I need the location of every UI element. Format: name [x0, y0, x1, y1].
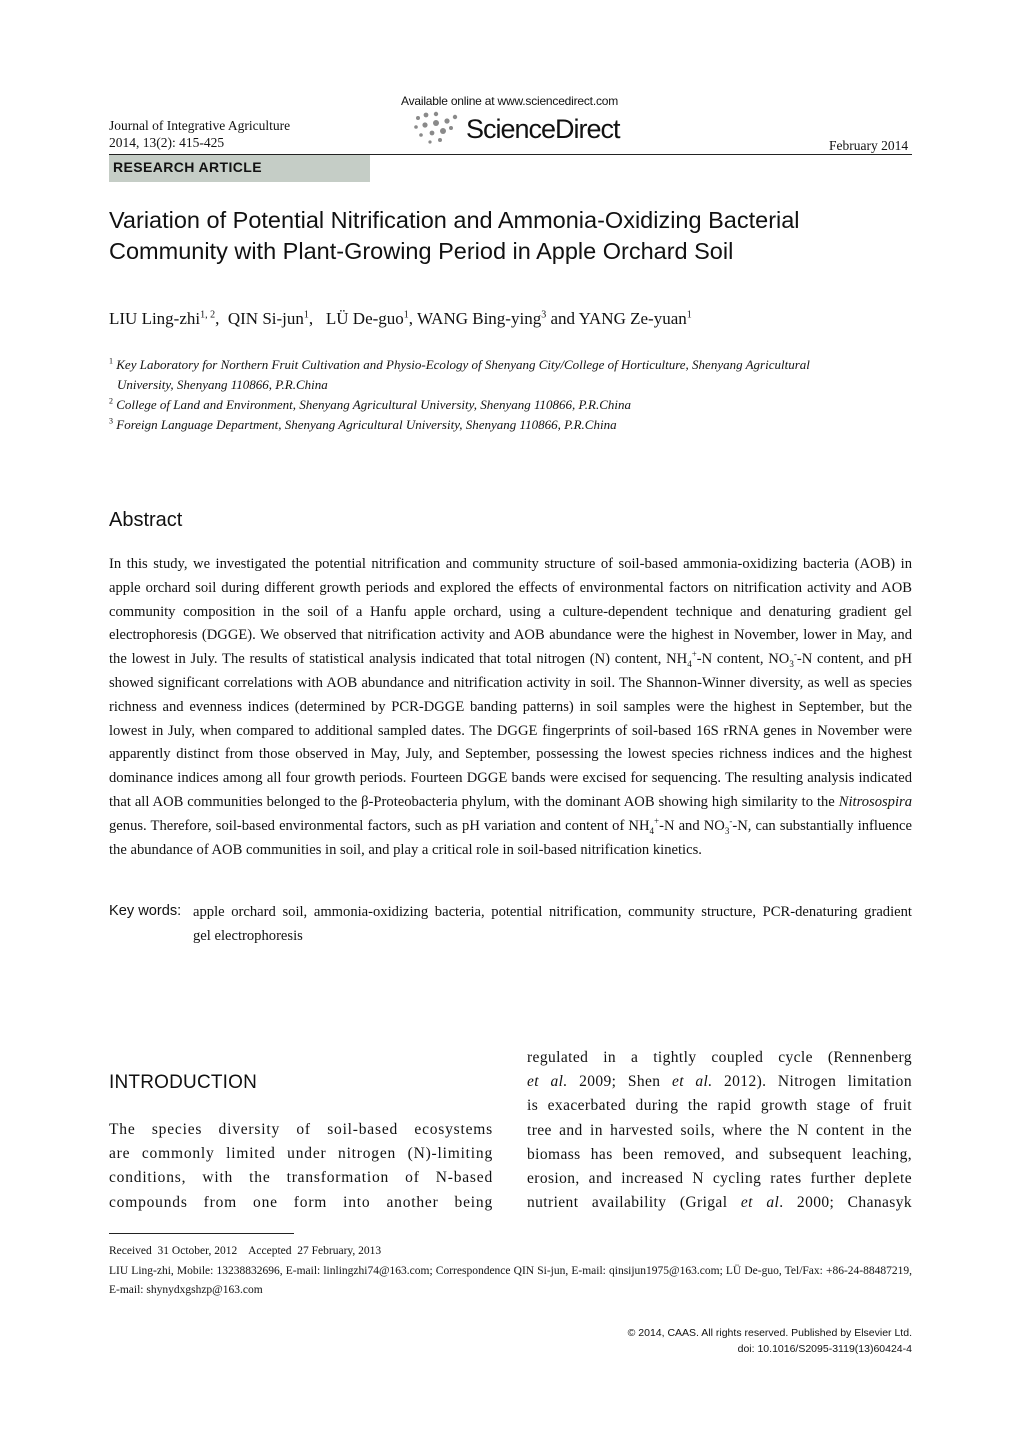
- body-line: [527, 1070, 912, 1094]
- citation-text: . 2000; Chanasyk: [779, 1194, 912, 1212]
- keywords-line: gel electrophoresis: [193, 928, 303, 944]
- citation-etal: et al: [740, 1194, 780, 1212]
- body-line: [527, 1191, 912, 1215]
- body-line: conditions, with the transformation of N-based: [109, 1169, 493, 1187]
- body-line: biomass has been removed, and subsequent leaching,: [527, 1145, 912, 1163]
- subscript: 4: [687, 659, 692, 670]
- affiliation-text: Foreign Language Department, Shenyang Agricultural University, Shenyang 110866, P.R.China: [116, 417, 617, 432]
- affiliation-3: [109, 415, 919, 435]
- author-name: QIN Si-jun: [227, 309, 304, 328]
- publication-date: February 2014: [829, 138, 909, 153]
- affiliation-number: 2: [109, 396, 113, 406]
- body-line: The species diversity of soil-based ecosystems: [109, 1121, 493, 1138]
- keywords-text: [193, 900, 912, 948]
- superscript: +: [654, 815, 660, 826]
- author-separator: ,: [308, 309, 326, 328]
- superscript: +: [691, 649, 697, 660]
- author-name: LIU Ling-zhi: [109, 309, 201, 328]
- article-type-label: RESEARCH ARTICLE: [113, 159, 262, 175]
- affiliation-text: College of Land and Environment, Shenyang Agricultural University, Shenyang 110866, P.R.China: [116, 397, 632, 412]
- citation-text: 2012). Nitrogen limitation: [712, 1073, 912, 1091]
- subscript: 3: [724, 825, 730, 836]
- abstract-text: genus. Therefore, soil-based environmental factors, such as pH variation and content of NH: [109, 817, 650, 834]
- author-list: [109, 307, 929, 331]
- received-accepted-dates: Received 31 October, 2012 Accepted 27 February, 2013: [109, 1245, 382, 1257]
- author-affiliation-mark: 1: [303, 309, 309, 321]
- journal-volume: 2014, 13(2): 415-425: [109, 135, 225, 150]
- author-separator: ,: [408, 309, 417, 328]
- affiliation-2: [109, 395, 919, 415]
- footnote-divider: [109, 1233, 294, 1234]
- keywords-label: Key words:: [109, 903, 182, 919]
- abstract-text: -N content, and pH showed significant correlations with AOB abundance and nitrification activity in soil. The Shannon-Winner diversity, as well as species richness and evenness indices (determined by PCR-DGGE banding patterns) in soil samples were the highest in September, but the lowest in July, when compared to additional sampled dates. The DGGE fingerprints of soil-based 16S rRNA genes in November were apparently distinct from those observed in May, July, and September, possessing the lowest species richness indices and the highest dominance indices among all four growth periods. Fourteen DGGE bands were excised for sequencing. The resulting analysis indicated that all AOB communities belonged to the β-Proteobacteria phylum, with the dominant AOB showing high similarity to the: [109, 651, 912, 810]
- body-line: compounds from one form into another being: [109, 1193, 493, 1211]
- author-contacts: LIU Ling-zhi, Mobile: 13238832696, E-mail: linlingzhi74@163.com; Correspondence QIN Si-jun, E-mail: qinsijun1975@163.com; LÜ De-guo, Tel/Fax: +86-24-88487219, E-mail: shynydxgshzp@163.com: [109, 1265, 912, 1296]
- abstract-text: In this study, we investigated the potential nitrification and community structure of soil-based ammonia-oxidizing bacteria (AOB) in apple orchard soil during different growth periods and explored the effects of environmental factors on nitrification activity and AOB community composition in the soil of a Hanfu apple orchard, using a culture-dependent technique and denaturing gradient gel electrophoresis (DGGE). We observed that nitrification activity and AOB abundance were the highest in November, lower in May, and the lowest in July. The results of statistical analysis indicated that total nitrogen (N) content, NH: [109, 556, 912, 668]
- keywords-line: apple orchard soil, ammonia-oxidizing bacteria, potential nitrification, community structure, PCR-denaturing gradient: [193, 904, 912, 920]
- introduction-right-column: [527, 1046, 912, 1215]
- abstract-heading: Abstract: [109, 509, 183, 531]
- citation-text: 2009; Shen: [567, 1073, 672, 1091]
- article-title: Variation of Potential Nitrification and Ammonia-Oxidizing Bacterial Community with Plant-Growing Period in Apple Orchard Soil: [109, 207, 800, 264]
- body-line: erosion, and increased N cycling rates further deplete: [527, 1170, 912, 1188]
- genus-name: Nitrosospira: [838, 793, 912, 810]
- body-line: regulated in a tightly coupled cycle (Rennenberg: [527, 1049, 912, 1066]
- body-line: tree and in harvested soils, where the N content in the: [527, 1121, 912, 1139]
- journal-name: Journal of Integrative Agriculture: [109, 118, 291, 133]
- superscript: -: [729, 815, 733, 826]
- subscript: 3: [789, 659, 794, 670]
- abstract-text: -N and NO: [659, 817, 725, 834]
- citation-text: nutrient availability (Grigal: [527, 1194, 741, 1212]
- author-affiliation-mark: 3: [541, 309, 547, 321]
- introduction-left-column: [109, 1118, 493, 1215]
- author-affiliation-mark: 1: [403, 309, 409, 321]
- author-affiliation-mark: 1: [686, 309, 692, 321]
- author-affiliation-mark: 1, 2: [200, 309, 216, 321]
- copyright-notice: © 2014, CAAS. All rights reserved. Published by Elsevier Ltd.: [627, 1327, 912, 1339]
- author-name: YANG Ze-yuan: [578, 309, 687, 328]
- abstract-text: -N, can substantially influence the abundance of AOB communities in soil, and play a critical role in soil-based nitrification kinetics.: [109, 817, 912, 858]
- doi: doi: 10.1016/S2095-3119(13)60424-4: [737, 1343, 912, 1355]
- body-line: are commonly limited under nitrogen (N)-limiting: [109, 1145, 493, 1163]
- abstract-body: [109, 553, 912, 862]
- author-name: WANG Bing-ying: [417, 309, 542, 328]
- affiliation-text: Key Laboratory for Northern Fruit Cultivation and Physio-Ecology of Shenyang City/College of Horticulture, Shenyang Agricultural: [116, 357, 810, 372]
- affiliation-1-continued: University, Shenyang 110866, P.R.China: [117, 377, 328, 392]
- sciencedirect-logo-text: ScienceDirect: [466, 114, 620, 144]
- introduction-heading: INTRODUCTION: [109, 1072, 258, 1093]
- subscript: 4: [649, 825, 654, 836]
- author-separator: ,: [215, 309, 228, 328]
- author-separator: and: [546, 309, 579, 328]
- author-name: LÜ De-guo: [325, 309, 404, 328]
- abstract-text: -N content, NO: [696, 651, 790, 668]
- superscript: -: [793, 649, 797, 660]
- body-line: is exacerbated during the rapid growth stage of fruit: [527, 1097, 912, 1115]
- affiliation-number: 3: [109, 416, 113, 426]
- affiliation-1: [109, 355, 919, 375]
- citation-etal: et al.: [527, 1073, 568, 1091]
- citation-etal: et al.: [671, 1073, 713, 1091]
- available-online-text: Available online at www.sciencedirect.com: [401, 94, 619, 108]
- affiliation-number: 1: [109, 356, 113, 366]
